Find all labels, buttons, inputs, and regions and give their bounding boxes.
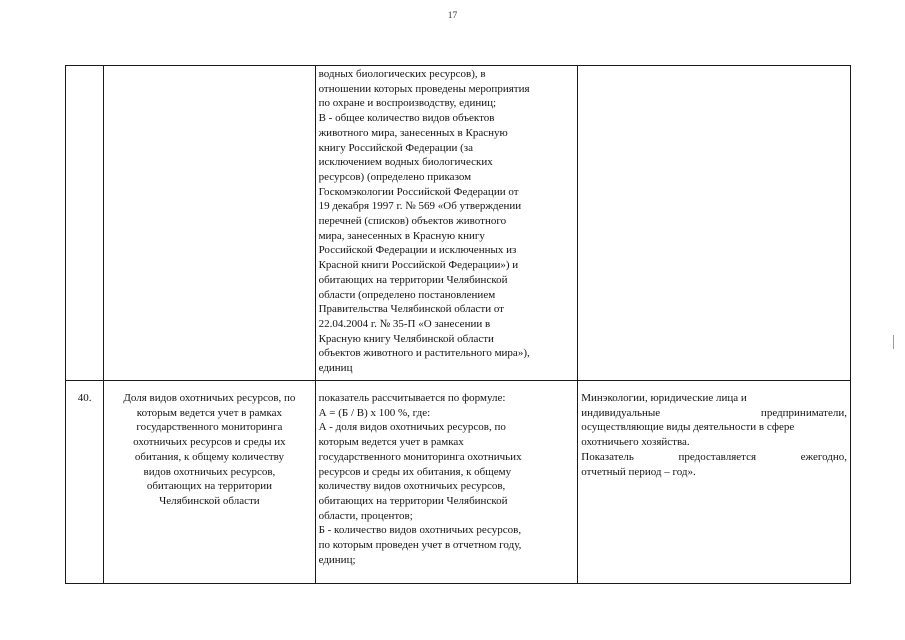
formula-line: государственного мониторинга охотничьих [318,450,522,463]
name-line: видов охотничьих ресурсов, [143,465,276,478]
scan-artifact-mark [893,335,894,349]
indicator-name-cell [104,381,315,584]
row-number-text: 40. [77,392,92,404]
formula-line: которым ведется учет в рамках [318,436,464,449]
formula-line: ресурсов и среды их обитания, к общему [318,465,512,478]
formula-line: по охране и воспроизводству, единиц; [318,97,497,110]
formula-line: Красную книгу Челябинской области [318,332,494,345]
formula-line: 19 декабря 1997 г. № 569 «Об утверждении [318,200,522,213]
formula-line: Красной книги Российской Федерации») и [318,259,519,272]
formula-line: обитающих на территории Челябинской [318,494,508,507]
page-number: 17 [447,11,458,21]
formula-line: книгу Российской Федерации (за [318,141,474,154]
formula-line: обитающих на территории Челябинской [318,273,508,286]
formula-line: животного мира, занесенных в Красную [318,126,508,139]
formula-line: В - общее количество видов объектов [318,112,495,125]
source-cell-empty [578,66,851,381]
formula-line: области, процентов; [318,509,413,522]
table-row-40 [66,381,851,584]
source-line: индивидуальные предприниматели, [581,406,847,419]
number-cell-empty [66,66,104,381]
formula-line: единиц [318,362,353,375]
formula-cell-continued [315,66,578,381]
row-number [66,381,104,584]
indicator-table [65,65,851,584]
name-line: обитания, к общему количеству [134,450,284,463]
formula-line: перечней (списков) объектов животного [318,215,507,228]
source-line: осуществляющие виды деятельности в сфере [581,421,795,434]
formula-line: Правительства Челябинской области от [318,303,504,316]
source-line: отчетный период – год». [581,465,696,478]
source-line: охотничьего хозяйства. [581,436,690,449]
formula-line: Госкомэкологии Российской Федерации от [318,185,519,198]
formula-line: количеству видов охотничьих ресурсов, [318,480,506,493]
name-line: обитающих на территории [146,480,272,493]
formula-line: Российской Федерации и исключенных из [318,244,517,257]
formula-line: объектов животного и растительного мира»), [318,347,530,360]
formula-line: А = (Б / В) х 100 %, где: [318,406,431,419]
formula-line: мира, занесенных в Красную книгу [318,229,485,242]
formula-line: отношении которых проведены мероприятия [318,82,530,95]
formula-line: единиц; [318,553,356,566]
formula-line: А - доля видов охотничьих ресурсов, по [318,421,506,434]
formula-cell [315,381,578,584]
name-line: охотничьих ресурсов и среды их [133,436,286,449]
formula-line: исключением водных биологических [318,156,493,169]
table-row-continued [66,66,851,381]
source-line: Показатель предоставляется ежегодно, [581,450,847,463]
data-source-cell [578,381,851,584]
name-cell-empty [104,66,315,381]
name-line: которым ведется учет в рамках [136,406,282,419]
formula-line: области (определено постановлением [318,288,496,301]
formula-line: показатель рассчитывается по формуле: [318,392,506,404]
formula-line: 22.04.2004 г. № 35-П «О занесении в [318,317,491,330]
formula-line: Б - количество видов охотничьих ресурсов, [318,524,522,537]
formula-line: водных биологических ресурсов), в [318,68,486,80]
name-line: Доля видов охотничьих ресурсов, по [123,392,296,404]
formula-line: ресурсов) (определено приказом [318,170,472,183]
name-line: государственного мониторинга [136,421,283,434]
source-line: Минэкологии, юридические лица и [581,392,747,404]
formula-line: по которым проведен учет в отчетном году, [318,539,522,552]
name-line: Челябинской области [159,494,260,507]
